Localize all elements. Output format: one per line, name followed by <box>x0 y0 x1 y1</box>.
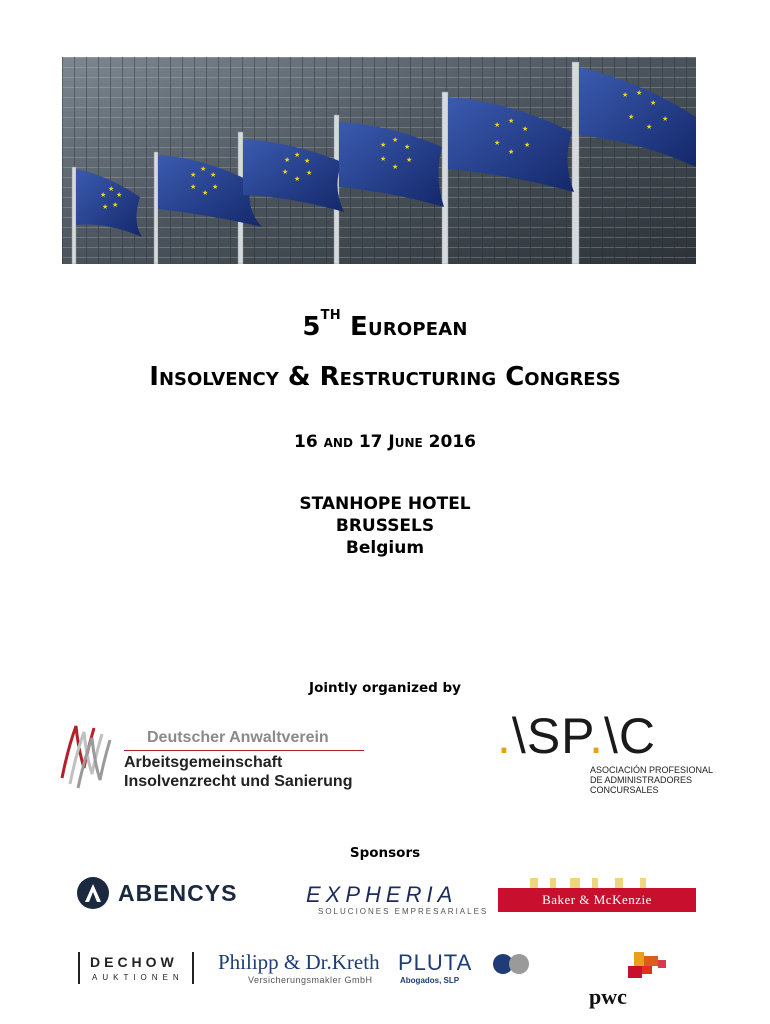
svg-text:★: ★ <box>284 156 291 164</box>
hero-photo-eu-flags <box>62 57 696 264</box>
event-date <box>0 432 770 452</box>
venue-hotel: STANHOPE HOTEL <box>299 494 471 514</box>
svg-text:★: ★ <box>108 185 115 193</box>
svg-text:★: ★ <box>294 175 301 183</box>
baker-mckenzie-logo: Baker & McKenzie <box>498 888 696 912</box>
dav-logo-mark <box>58 718 120 790</box>
svg-text:★: ★ <box>662 115 669 123</box>
svg-text:★: ★ <box>494 121 501 129</box>
svg-text:★: ★ <box>212 183 219 191</box>
aspac-sub1: ASOCIACIÓN PROFESIONAL <box>590 765 714 775</box>
pluta-logo: PLUTA <box>398 950 473 975</box>
svg-text:★: ★ <box>380 155 387 163</box>
svg-text:★: ★ <box>646 123 653 131</box>
svg-text:★: ★ <box>524 141 531 149</box>
event-venue <box>0 493 770 559</box>
pwc-blocks-icon <box>620 952 670 980</box>
svg-text:★: ★ <box>190 183 197 191</box>
svg-text:★: ★ <box>392 163 399 171</box>
title-ampersand: & <box>287 362 311 392</box>
aspac-sub2: DE ADMINISTRADORES <box>590 775 693 785</box>
svg-text:★: ★ <box>406 156 413 164</box>
aspac-sub3: CONCURSALES <box>590 785 659 795</box>
philipp-kreth-sub: Versicherungsmakler GmbH <box>248 975 373 985</box>
svg-text:★: ★ <box>210 171 217 179</box>
svg-text:★: ★ <box>304 157 311 165</box>
title-restructuring: Restructuring <box>319 362 497 392</box>
aspac-sp: SP <box>526 708 590 764</box>
svg-text:★: ★ <box>494 139 501 147</box>
dav-line1: Arbeitsgemeinschaft <box>124 754 283 771</box>
svg-text:★: ★ <box>100 191 107 199</box>
title-european: European <box>350 312 468 342</box>
svg-text:★: ★ <box>650 99 657 107</box>
abencys-logo-text: ABENCYS <box>118 880 238 906</box>
svg-text:★: ★ <box>200 165 207 173</box>
title-insolvency: Insolvency <box>149 362 279 392</box>
svg-text:★: ★ <box>380 141 387 149</box>
date-and: and <box>323 432 353 452</box>
pluta-circles-icon <box>492 953 532 975</box>
expheria-logo-text: EXPHERIA <box>306 882 458 907</box>
svg-text:★: ★ <box>282 168 289 176</box>
dav-line2: Insolvenzrecht und Sanierung <box>124 773 353 790</box>
date-day1: 16 <box>294 432 318 452</box>
svg-text:★: ★ <box>622 91 629 99</box>
expheria-subtitle: SOLUCIONES EMPRESARIALES <box>318 907 489 916</box>
date-month: June <box>388 432 423 452</box>
aspac-logo <box>497 708 656 764</box>
svg-text:★: ★ <box>636 89 643 97</box>
pwc-logo-text: pwc <box>589 984 627 1009</box>
organizers-heading: Jointly organized by <box>309 680 461 696</box>
svg-text:★: ★ <box>404 143 411 151</box>
svg-text:★: ★ <box>202 189 209 197</box>
svg-text:★: ★ <box>392 136 399 144</box>
dav-divider <box>124 750 364 751</box>
title-congress: Congress <box>505 362 621 392</box>
abencys-logo-icon <box>76 876 110 910</box>
aspac-a1: \ <box>511 708 527 764</box>
aspac-dot1: . <box>497 708 512 764</box>
svg-text:★: ★ <box>522 125 529 133</box>
svg-text:★: ★ <box>112 201 119 209</box>
svg-text:★: ★ <box>116 191 123 199</box>
svg-text:★: ★ <box>102 203 109 211</box>
dechow-sub: AUKTIONEN <box>92 973 184 982</box>
pluta-sub: Abogados, SLP <box>400 976 460 985</box>
philipp-kreth-logo: Philipp & Dr.Kreth <box>218 950 380 974</box>
svg-text:★: ★ <box>508 148 515 156</box>
venue-city: BRUSSELS <box>335 516 435 536</box>
event-title-line2 <box>0 362 770 392</box>
aspac-subtitle <box>590 765 713 795</box>
svg-text:★: ★ <box>294 151 301 159</box>
svg-text:★: ★ <box>306 169 313 177</box>
aspac-dot2: . <box>589 708 604 764</box>
aspac-a2: \C <box>603 708 656 764</box>
title-number: 5 <box>302 312 321 342</box>
date-day2: 17 <box>358 432 383 452</box>
dav-name: Deutscher Anwaltverein <box>147 729 329 746</box>
dechow-bar-right <box>192 952 194 984</box>
dav-subtitle <box>124 753 352 791</box>
title-ordinal: TH <box>320 308 341 323</box>
svg-text:★: ★ <box>628 113 635 121</box>
date-year: 2016 <box>428 432 476 452</box>
dechow-name: DECHOW <box>90 954 178 970</box>
svg-text:★: ★ <box>190 171 197 179</box>
sponsors-heading: Sponsors <box>349 845 421 861</box>
event-title-line1 <box>0 308 770 342</box>
dechow-bar-left <box>78 952 80 984</box>
svg-text:★: ★ <box>508 117 515 125</box>
venue-country: Belgium <box>345 538 425 558</box>
